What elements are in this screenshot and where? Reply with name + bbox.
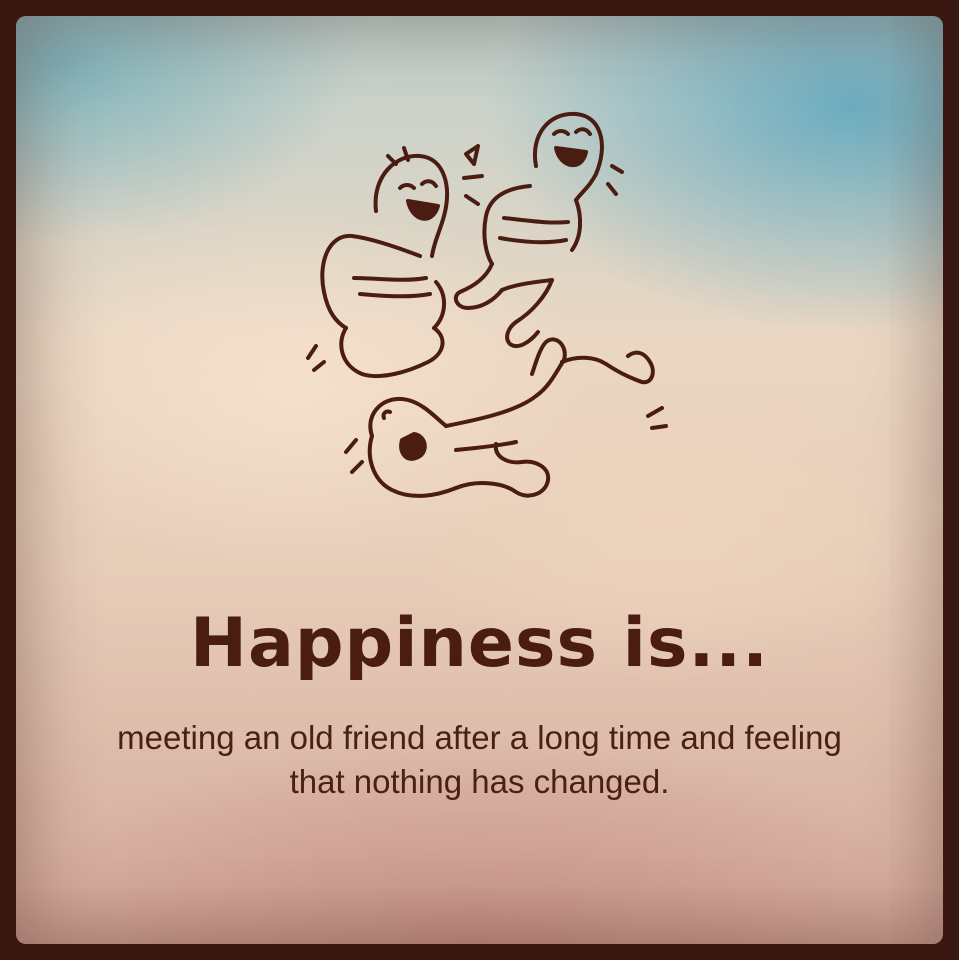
lying-laughing-figure [346, 339, 666, 495]
laughing-friends-illustration [16, 16, 943, 576]
poster-card [16, 16, 943, 944]
headline-title: Happiness is... [190, 604, 769, 683]
left-laughing-figure [308, 148, 447, 376]
caption-text [46, 716, 913, 804]
right-laughing-figure [456, 114, 622, 346]
caption-line-1: meeting an old friend after a long time and feeling [117, 719, 842, 756]
laughter-marks [464, 146, 482, 204]
caption-line-2: that nothing has changed. [289, 763, 670, 800]
